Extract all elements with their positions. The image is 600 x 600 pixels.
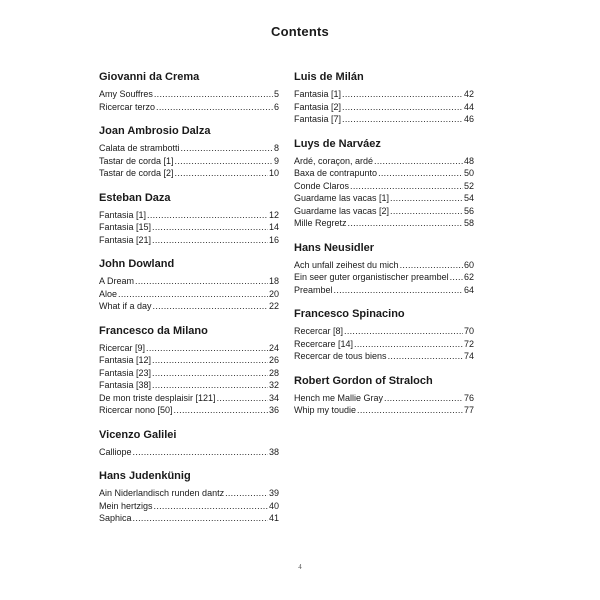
entry-page-number: 52 [463,180,474,191]
entry-title: Baxa de contrapunto [294,168,378,178]
toc-entry [294,180,474,193]
composer-section [294,137,474,230]
entry-title: Guardame las vacas [1] [294,193,390,203]
entry-title: What if a day [99,301,152,311]
dot-leader [154,500,268,513]
entry-page-number: 41 [268,513,279,523]
composer-heading: Robert Gordon of Straloch [294,374,433,387]
entry-title: Tastar de corda [2] [99,168,174,178]
entry-page-number: 5 [273,89,279,99]
entry-title: Conde Claros [294,180,350,191]
dot-leader [175,155,273,168]
entry-title: Preambel [294,284,333,295]
toc-entry [294,271,474,284]
toc-entry [99,404,279,417]
entry-page-number: 48 [463,155,474,166]
composer-section [99,70,279,113]
entry-title: Ein seer guter organistischer preambel [294,272,449,282]
dot-leader [378,167,463,180]
dot-leader [342,101,463,114]
entry-page-number: 36 [268,405,279,415]
page-title: Contents [271,24,329,39]
toc-entry [294,350,474,363]
entry-title: A Dream [99,276,135,286]
toc-entry [99,155,279,168]
entry-page-number: 60 [463,259,474,270]
entry-page-number: 50 [463,168,474,178]
toc-entry [99,379,279,392]
toc-entry [294,259,474,272]
entry-title: Amy Souffres [99,89,153,99]
toc-entry [294,392,474,405]
composer-section [99,257,279,313]
entry-page-number: 20 [268,288,279,299]
entry-title: Ricercar nono [50] [99,405,173,415]
composer-section [99,324,279,417]
entry-page-number: 76 [463,392,474,403]
composer-section [99,469,279,525]
dot-leader [152,234,268,247]
dot-leader [181,142,273,155]
dot-leader [217,392,268,405]
entry-page-number: 16 [268,234,279,245]
composer-section [294,70,474,126]
dot-leader [342,113,463,126]
entry-title: Ardé, coraçon, ardé [294,155,374,166]
dot-leader [374,155,463,168]
entry-page-number: 10 [268,168,279,178]
dot-leader [152,354,268,367]
toc-entry [99,500,279,513]
dot-leader [348,217,463,230]
dot-leader [390,192,463,205]
dot-leader [152,367,268,380]
entry-title: Ricercar terzo [99,101,156,112]
entry-title: Recercar de tous biens [294,351,387,361]
toc-entry [99,512,279,525]
entry-title: Guardame las vacas [2] [294,205,390,216]
toc-entry [99,367,279,380]
toc-entry [294,338,474,351]
composer-heading: Giovanni da Crema [99,71,200,83]
entry-page-number: 70 [463,326,474,336]
dot-leader [152,379,268,392]
entry-title: Fantasia [38] [99,380,152,390]
entry-page-number: 77 [463,405,474,415]
composer-heading: Hans Neusidler [294,241,375,254]
dot-leader [156,101,273,114]
toc-entry [294,404,474,417]
entry-title: Fantasia [1] [99,209,147,220]
toc-entry [294,101,474,114]
dot-leader [153,300,268,313]
composer-heading: Luis de Milán [294,71,364,83]
composer-section [99,428,279,459]
dot-leader [400,259,463,272]
dot-leader [118,288,268,301]
toc-entry [294,284,474,297]
toc-entry [99,221,279,234]
toc-entry [99,487,279,500]
entry-title: Saphica [99,513,132,523]
entry-title: Mein hertzigs [99,500,153,511]
toc-entry [99,101,279,114]
entry-page-number: 6 [273,101,279,112]
toc-entry [99,342,279,355]
entry-page-number: 44 [463,101,474,112]
toc-entry [99,275,279,288]
entry-page-number: 26 [268,355,279,365]
toc-entry [294,88,474,101]
entry-page-number: 46 [463,114,474,124]
entry-page-number: 56 [463,205,474,216]
dot-leader [342,88,463,101]
entry-page-number: 62 [463,272,474,282]
contents-column-left [99,70,279,536]
entry-page-number: 40 [268,500,279,511]
entry-title: Fantasia [2] [294,101,342,112]
page-number: 4 [298,563,302,571]
entry-page-number: 39 [268,488,279,498]
dot-leader [390,205,463,218]
toc-entry [99,234,279,247]
dot-leader [133,512,268,525]
entry-title: Fantasia [21] [99,234,152,245]
entry-page-number: 58 [463,218,474,228]
toc-entry [294,167,474,180]
composer-heading: John Dowland [99,258,175,270]
entry-page-number: 72 [463,338,474,349]
composer-heading: Francesco da Milano [99,324,208,337]
dot-leader [388,350,463,363]
toc-entry [99,209,279,222]
entry-title: Fantasia [1] [294,89,342,99]
dot-leader [354,338,463,351]
dot-leader [384,392,463,405]
entry-title: Ain Niderlandisch runden dantz [99,488,225,498]
dot-leader [154,88,273,101]
entry-page-number: 28 [268,367,279,378]
composer-section [294,307,474,363]
toc-entry [99,446,279,459]
entry-page-number: 12 [268,209,279,220]
entry-title: Recercar [8] [294,326,344,336]
entry-title: Fantasia [12] [99,355,152,365]
entry-page-number: 9 [273,155,279,166]
composer-heading: Vicenzo Galilei [99,428,177,441]
entry-title: De mon triste desplaisir [121] [99,392,216,403]
entry-title: Recercare [14] [294,338,354,349]
composer-heading: Hans Judenkünig [99,470,191,482]
dot-leader [334,284,463,297]
toc-entry [294,217,474,230]
entry-title: Ach unfall zeihest du mich [294,259,399,270]
entry-title: Ricercar [9] [99,342,146,353]
dot-leader [175,167,268,180]
entry-title: Mille Regretz [294,218,347,228]
entry-title: Calata de strambotti [99,143,180,153]
toc-entry [99,392,279,405]
dot-leader [174,404,268,417]
dot-leader [135,275,268,288]
entry-page-number: 32 [268,380,279,390]
toc-entry [99,167,279,180]
contents-column-right [294,70,474,428]
entry-title: Fantasia [23] [99,367,152,378]
entry-title: Aloe [99,288,118,299]
entry-title: Fantasia [7] [294,114,342,124]
toc-entry [294,205,474,218]
entry-title: Fantasia [15] [99,222,152,232]
entry-page-number: 34 [268,392,279,403]
dot-leader [350,180,463,193]
toc-entry [99,354,279,367]
composer-section [99,191,279,247]
dot-leader [357,404,463,417]
dot-leader [344,325,463,338]
entry-page-number: 64 [463,284,474,295]
entry-page-number: 22 [268,301,279,311]
dot-leader [146,342,268,355]
composer-section [99,124,279,180]
composer-section [294,241,474,297]
entry-page-number: 8 [273,143,279,153]
dot-leader [133,446,268,459]
composer-heading: Francesco Spinacino [294,308,405,320]
entry-page-number: 38 [268,446,279,457]
composer-section [294,374,474,417]
entry-title: Whip my toudie [294,405,357,415]
entry-page-number: 42 [463,89,474,99]
entry-page-number: 74 [463,351,474,361]
toc-entry [294,192,474,205]
dot-leader [225,487,268,500]
composer-heading: Joan Ambrosio Dalza [99,125,211,137]
toc-entry [99,288,279,301]
entry-title: Hench me Mallie Gray [294,392,384,403]
toc-entry [294,155,474,168]
entry-title: Tastar de corda [1] [99,155,174,166]
toc-entry [294,113,474,126]
toc-entry [294,325,474,338]
toc-entry [99,142,279,155]
toc-entry [99,300,279,313]
entry-page-number: 54 [463,193,474,203]
composer-heading: Esteban Daza [99,191,171,204]
dot-leader [450,271,463,284]
composer-heading: Luys de Narváez [294,137,381,150]
entry-page-number: 18 [268,276,279,286]
dot-leader [147,209,268,222]
toc-entry [99,88,279,101]
entry-page-number: 14 [268,222,279,232]
entry-title: Calliope [99,446,132,457]
entry-page-number: 24 [268,342,279,353]
dot-leader [152,221,268,234]
